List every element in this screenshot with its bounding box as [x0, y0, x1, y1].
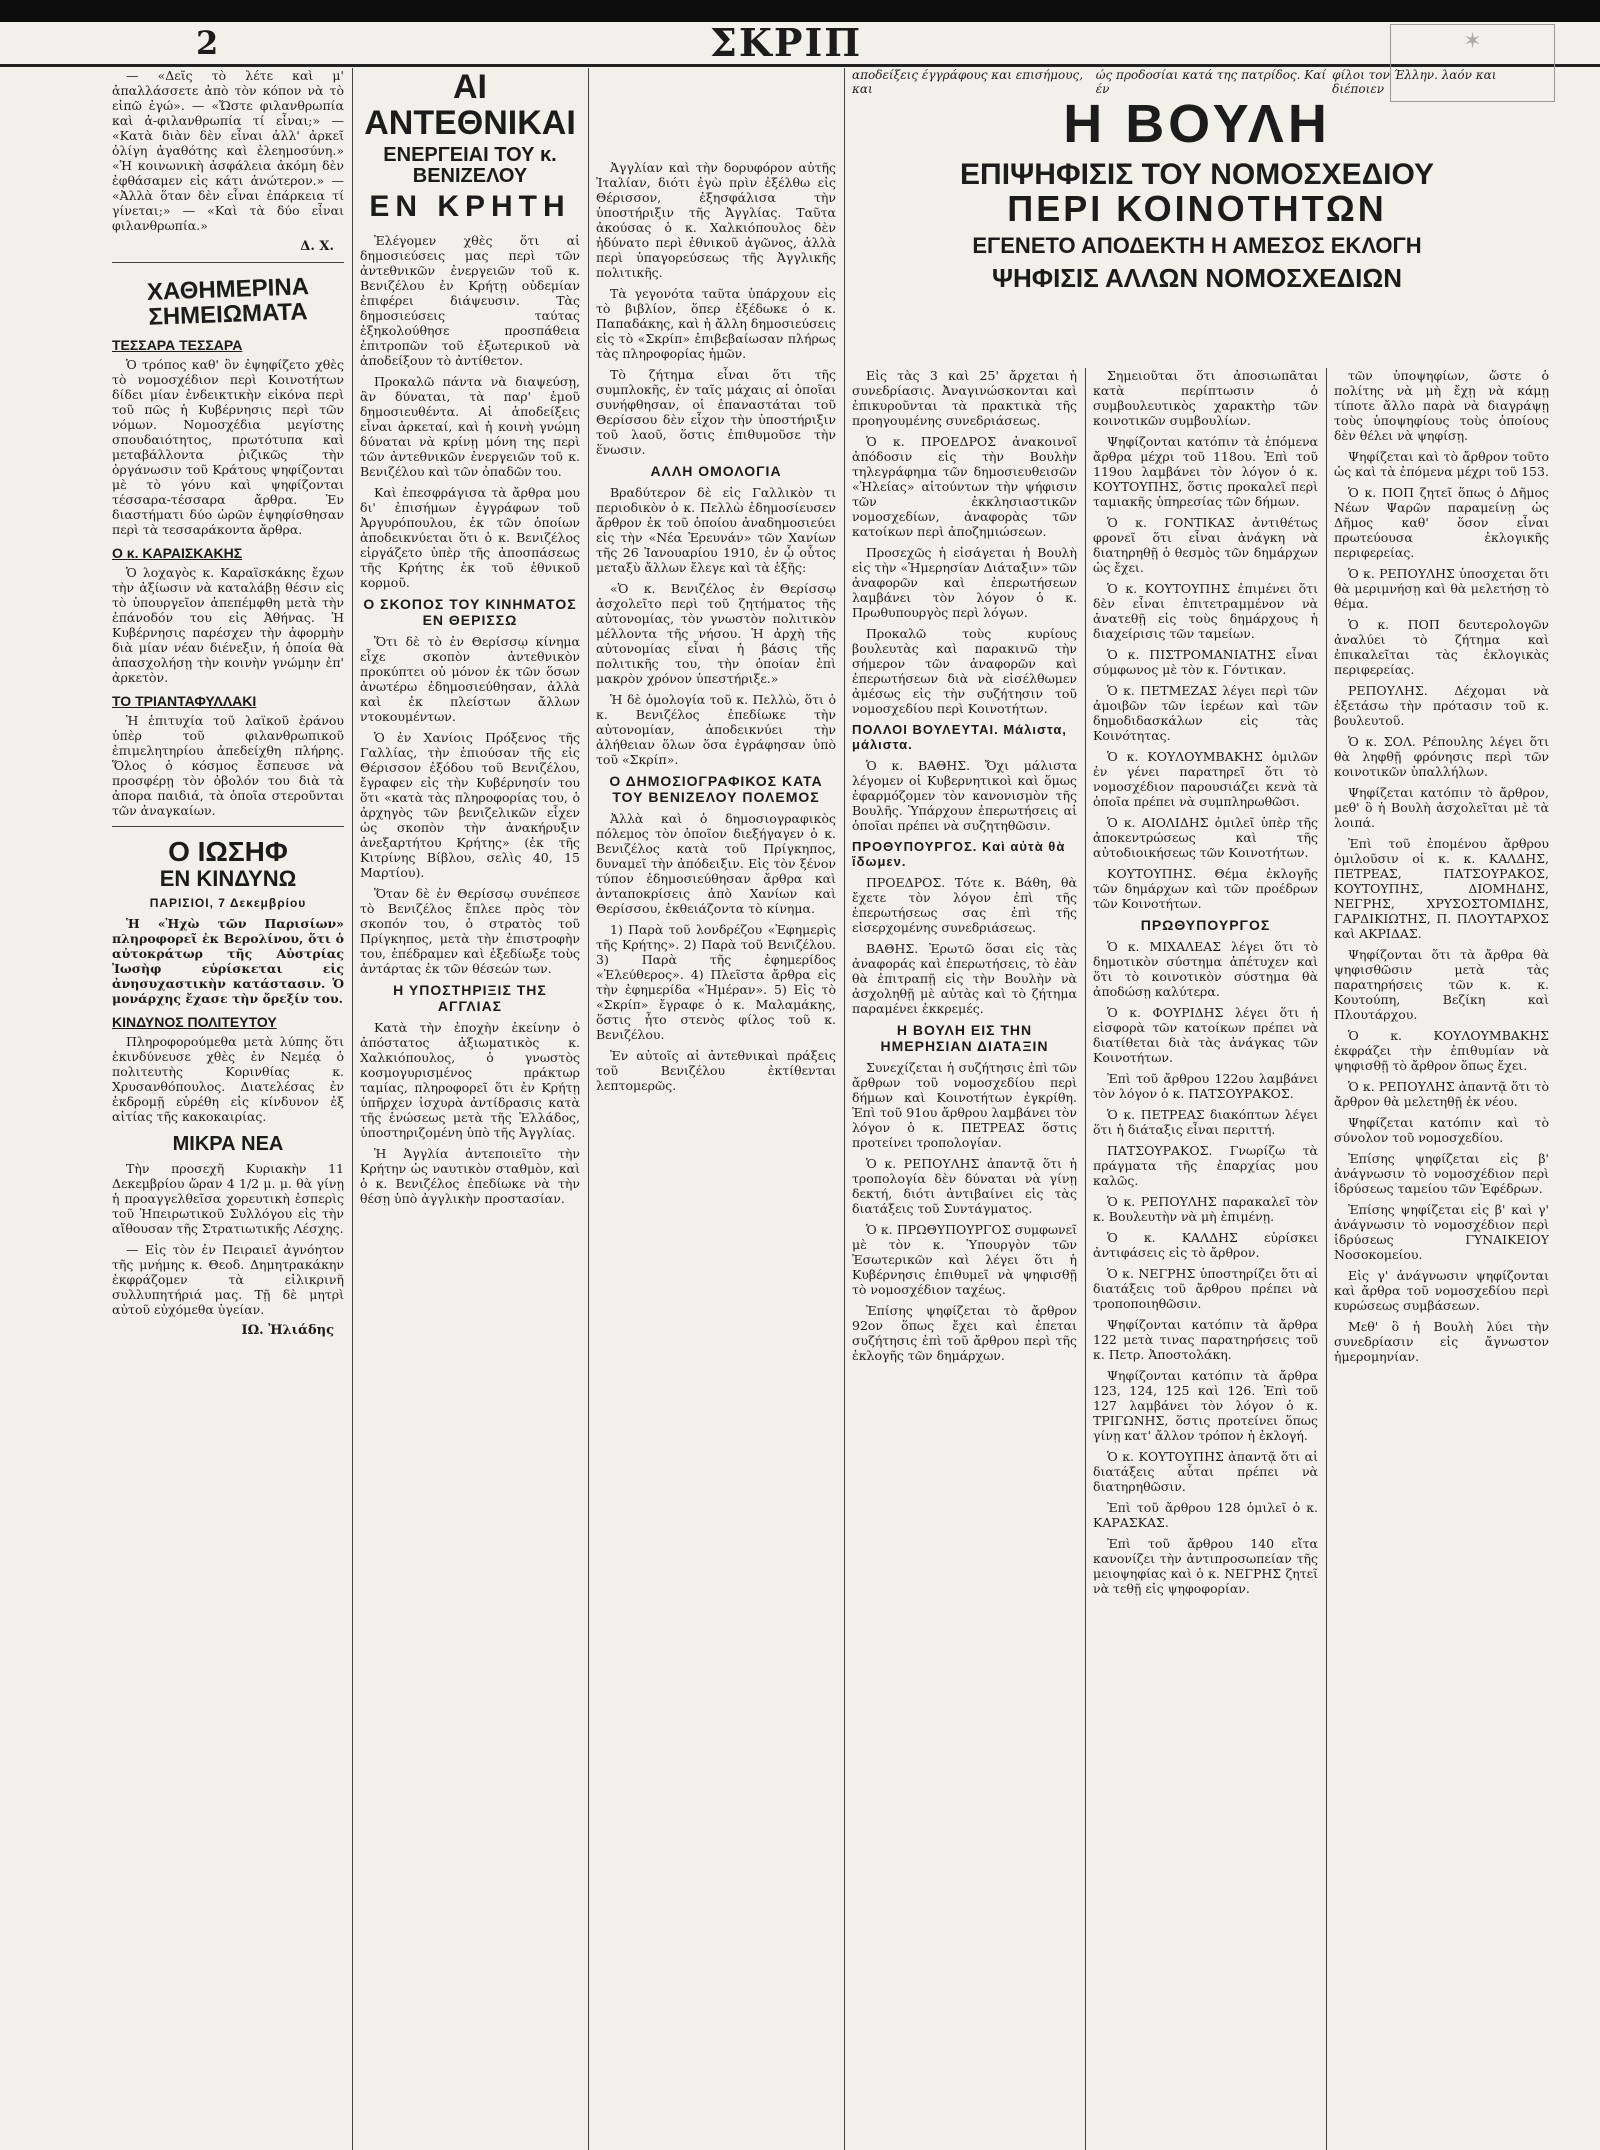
article-paragraph: Ἐπὶ τοῦ ἄρθρου 128 ὁμιλεῖ ὁ κ. ΚΑΡΑΣΚΑΣ.	[1093, 1500, 1318, 1530]
box-text: Ἡ «Ἠχὼ τῶν Παρισίων» πληροφορεῖ ἐκ Βερολίνου, ὅτι ὁ αὐτοκράτωρ τῆς Αὐστρίας Ἰωσὴφ εὑρίσκεται εἰς ἀνησυχαστικὴν κατάστασιν. Ὁ μονάρχης ἔχασε τὴν ὄρεξίν του.	[112, 915, 344, 1006]
subheading: Ο ΔΗΜΟΣΙΟΓΡΑΦΙΚΟΣ ΚΑΤΑ ΤΟΥ ΒΕΝΙΖΕΛΟΥ ΠΟΛΕΜΟΣ	[609, 773, 823, 805]
article-paragraph: Ὁ κ. ΠΟΠ δευτερολογῶν ἀναλύει τὸ ζήτημα καὶ ἐπικαλεῖται τὰς ἐκλογικὰς περιφερείας.	[1334, 617, 1549, 677]
article-paragraph: Ὁ κ. ΠΡΩΘΥΠΟΥΡΓΟΣ συμφωνεῖ μὲ τὸν κ. Ὑπουργὸν τῶν Ἐσωτερικῶν καὶ λέγει ὅτι ἡ Κυβέρνησις ἐπιθυμεῖ νὰ ψηφισθῇ τὸ νομοσχέδιον ταχέως.	[852, 1222, 1077, 1297]
article-paragraph: Ὁ κ. ΠΕΤΡΕΑΣ διακόπτων λέγει ὅτι ἡ διάταξις εἶναι περιττή.	[1093, 1107, 1318, 1137]
column-rule	[1085, 368, 1086, 2150]
article-paragraph: Ὁ κ. ΚΟΥΤΟΥΠΗΣ ἐπιμένει ὅτι δὲν εἶναι ἐπιτετραμμένον νὰ ἀνατεθῇ εἰς τοὺς δημάρχους ἡ διαχείρισις τῶν ταμείων.	[1093, 581, 1318, 641]
article-paragraph: Ὁ κ. ΡΕΠΟΥΛΗΣ ἀπαντᾷ ὅτι ἡ τροπολογία δὲν δύναται νὰ γίνῃ δεκτή, διότι ἀντιβαίνει εἰς τὰς διατάξεις τοῦ Συντάγματος.	[852, 1156, 1077, 1216]
article-paragraph: ΡΕΠΟΥΛΗΣ. Δέχομαι νὰ ἐξετάσω τὴν πρότασιν τοῦ κ. βουλευτοῦ.	[1334, 683, 1549, 728]
box-title-line2: ΕΝ ΚΙΝΔΥΝΩ	[159, 865, 297, 891]
box-dateline: ΠΑΡΙΣΙΟΙ, 7 Δεκεμβρίου	[149, 895, 307, 910]
subsection-text: Τὴν προσεχῆ Κυριακὴν 11 Δεκεμβρίου ὥραν 4 1/2 μ. μ. θὰ γίνῃ ἡ προαγγελθεῖσα χορευτικὴ ἑσπερὶς τοῦ Ἡπειρωτικοῦ Συλλόγου εἰς τὴν αἴθουσαν τῆς Στρατιωτικῆς Λέσχης.	[112, 1160, 344, 1236]
subsection-text: Ὁ τρόπος καθ' ὃν ἐψηφίζετο χθὲς τὸ νομοσχέδιον περὶ Κοινοτήτων δίδει μίαν ἐνδεικτικὴν εἰκόνα περὶ τοῦ πῶς ἡ Κυβέρνησις περὶ τῶν νόμων. Νομοσχέδια μεγίστης σπουδαιότητος, πρωτότυπα καὶ μεταβάλλοντα ῥιζικῶς τὴν ὀργάνωσιν τοῦ Κράτους ψηφίζονται μὲ τὸ γόνυ καὶ ψηφίζονται τέσσαρα-τέσσαρα ἄρθρα. Ἐν διαστήματι δύο ὡρῶν ἐψηφίσθησαν περὶ τὰ τεσσαράκοντα ἄρθρα.	[112, 357, 344, 538]
article-paragraph: ΒΑΘΗΣ. Ἐρωτῶ ὅσαι εἰς τὰς ἀναφοράς καὶ ἐπερωτήσεις, τὸ ἐὰν θὰ ἐπιτραπῇ εἰς τὴν Βουλὴν νὰ ἀσχοληθῇ μὲ αὐτὰς καὶ τὸ ζήτημα παραμένει ἐκκρεμές.	[852, 941, 1077, 1016]
speaker-line: ΠΡΩΘΥΠΟΥΡΓΟΣ	[1140, 917, 1271, 933]
article-paragraph: Ὁ κ. ΡΕΠΟΥΛΗΣ ὑποσχεται ὅτι θὰ μεριμνήσῃ καὶ θὰ μελετήσῃ τὸ θέμα.	[1334, 566, 1549, 611]
article-paragraph: Ὁ κ. ΚΟΥΛΟΥΜΒΑΚΗΣ ἐκφράζει τὴν ἐπιθυμίαν νὰ ψηφισθῇ τὸ ἄρθρον ὅπως ἔχει.	[1334, 1028, 1549, 1073]
article-paragraph: ΠΡΟΕΔΡΟΣ. Τότε κ. Βάθη, θὰ ἔχετε τὸν λόγον ἐπὶ τῆς ἐπερωτήσεως σας ἐπὶ τῆς εἰσερχομένης συνεδριάσεως.	[852, 875, 1077, 935]
article-paragraph: Ψηφίζεται καὶ τὸ ἄρθρον τοῦτο ὡς καὶ τὰ ἐπόμενα μέχρι τοῦ 153.	[1334, 449, 1549, 479]
article-paragraph: Ψηφίζονται κατόπιν τὰ ἄρθρα 123, 124, 125 καὶ 126. Ἐπὶ τοῦ 127 λαμβάνει τὸν λόγον ὁ κ. ΤΡΙΓΩΝΗΣ, ὅστις προτείνει ὅπως γίνῃ κατ' ἄλλον τρόπον ἡ ἐκλογή.	[1093, 1368, 1318, 1443]
top-fragment: αποδείξεις έγγράφους και επισήμους, και	[852, 68, 1084, 96]
headline-sub3: ΕΓΕΝΕΤΟ ΑΠΟΔΕΚΤΗ Η ΑΜΕΣΟΣ ΕΚΛΟΓΗ	[972, 232, 1422, 258]
headline-sub4: ΨΗΦΙΣΙΣ ΑΛΛΩΝ ΝΟΜΟΣΧΕΔΙΩΝ	[991, 263, 1403, 294]
column-1	[112, 68, 344, 2150]
article-paragraph: Ὁ κ. ΚΑΛΔΗΣ εὑρίσκει ἀντιφάσεις εἰς τὸ ἄρθρον.	[1093, 1230, 1318, 1260]
title-spacer	[596, 68, 836, 160]
article-paragraph: Συνεχίζεται ἡ συζήτησις ἐπὶ τῶν ἄρθρων τοῦ νομοσχεδίου περὶ δήμων καὶ Κοινοτήτων ἐγκρίθη. Ἐπὶ τοῦ 91ου ἄρθρου λαμβάνει τὸν λόγον ὁ κ. ΠΕΤΡΕΑΣ ὅστις προτείνει τροπολογίαν.	[852, 1060, 1077, 1150]
article-paragraph: Προκαλῶ πάντα νὰ διαψεύσῃ, ἂν δύναται, τὰ παρ' ἐμοῦ δημοσιευθέντα. Αἱ ἀποδείξεις εἶναι ἀρκεταί, καὶ ἡ κοινὴ γνώμη δύναται νὰ κρίνῃ μόνη της περὶ τῶν ἀντεθνικῶν ἐνεργειῶν τοῦ κ. Βενιζέλου καὶ τῶν ὀπαδῶν του.	[360, 373, 580, 479]
article-paragraph: Ὁ κ. ΜΙΧΑΛΕΑΣ λέγει ὅτι τὸ δημοτικὸν σύστημα ἀπέτυχεν καὶ ὅτι τὸ κοινοτικὸν σύστημα θὰ ἀποδώσῃ καλύτερα.	[1093, 939, 1318, 999]
article-title-line2: ΕΝΕΡΓΕΙΑΙ ΤΟΥ κ. ΒΕΝΙΖΕΛΟΥ	[383, 144, 557, 188]
article-paragraph: Ὁ κ. ΠΟΠ ζητεῖ ὅπως ὁ Δῆμος Νέων Ψαρῶν παραμείνῃ ὡς Δῆμος καθ' ὅσον εἶναι πρωτεύουσα ἐκλογικῆς περιφερείας.	[1334, 485, 1549, 560]
article-title-line3: ΕΝ ΚΡΗΤΗ	[369, 190, 571, 224]
article-paragraph: Ὁ κ. ΒΑΘΗΣ. Ὄχι μάλιστα λέγομεν οἱ Κυβερνητικοὶ καὶ ὅμως ἐφαρμόζομεν τὸν κανονισμὸν τῆς Βουλῆς. Ὑπάρχουν ἐπερωτήσεις αἱ ὁποῖαι πρέπει νὰ συζητηθῶσιν.	[852, 758, 1077, 833]
article-paragraph: Ὁ κ. ΠΙΣΤΡΟΜΑΝΙΑΤΗΣ εἶναι σύμφωνος μὲ τὸν κ. Γόντικαν.	[1093, 647, 1318, 677]
article-paragraph: ΠΑΤΣΟΥΡΑΚΟΣ. Γνωρίζω τὰ πράγματα τῆς ἐπαρχίας μου καλῶς.	[1093, 1143, 1318, 1188]
subsection-title: ΚΙΝΔΥΝΟΣ ΠΟΛΙΤΕΥΤΟΥ	[112, 1013, 277, 1030]
stamp-mark: ✶	[1463, 29, 1482, 54]
subheading: Η ΒΟΥΛΗ ΕΙΣ ΤΗΝ ΗΜΕΡΗΣΙΑΝ ΔΙΑΤΑΞΙΝ	[880, 1022, 1049, 1054]
subsection-title: ΜΙΚΡΑ ΝΕΑ	[172, 1132, 284, 1155]
page-header	[0, 20, 1600, 67]
subheading: Η ΥΠΟΣΤΗΡΙΞΙΣ ΤΗΣ ΑΓΓΛΙΑΣ	[393, 981, 547, 1014]
article-paragraph: Ἐπὶ τοῦ ἐπομένου ἄρθρου ὁμιλοῦσιν οἱ κ. κ. ΚΑΛΔΗΣ, ΠΕΤΡΕΑΣ, ΠΑΤΣΟΥΡΑΚΟΣ, ΚΟΥΤΟΥΠΗΣ, ΔΙΟΜΗΔΗΣ, ΝΕΓΡΗΣ, ΧΡΥΣΟΣΤΟΜΙΔΗΣ, ΓΑΡΔΙΚΙΩΤΗΣ, Π. ΠΛΟΥΤΑΡΧΟΣ καὶ ΑΚΡΙΔΑΣ.	[1334, 836, 1549, 941]
article-paragraph: Ἡ δὲ ὁμολογία τοῦ κ. Πελλὼ, ὅτι ὁ κ. Βενιζέλος ἐπεδίωκε τὴν αὐτονομίαν, ἀποδεικνύει τὴν ἀλήθειαν ὅλων ὅσα ἐγράφησαν ὑπὸ τοῦ «Σκρίπ».	[596, 692, 836, 767]
subsection-text: — Εἰς τὸν ἐν Πειραιεῖ ἀγνόητον τῆς μνήμης κ. Θεοδ. Δημητρακάκην ἐκφράζομεν τὰ εἰλικρινῆ συλλυπητήριά μας. Τῇ δὲ μητρὶ αὐτοῦ εὐχόμεθα ὑγείαν.	[112, 1241, 344, 1317]
article-paragraph: Ἐπίσης ψηφίζεται εἰς β' καὶ γ' ἀνάγνωσιν τὸ νομοσχέδιον περὶ ἱδρύσεως ΓΥΝΑΙΚΕΙΟΥ Νοσοκομείου.	[1334, 1202, 1549, 1262]
article-paragraph: Ὁ κ. ΚΟΥΛΟΥΜΒΑΚΗΣ ὁμιλῶν ἐν γένει παρατηρεῖ ὅτι τὸ νομοσχέδιον παρουσιάζει κενὰ τὰ ὁποῖα πρέπει νὰ συμπληρωθῶσι.	[1093, 749, 1318, 809]
article-paragraph: Βραδύτερον δὲ εἰς Γαλλικὸν τι περιοδικὸν ὁ κ. Πελλὼ ἐδημοσίευσεν ἄρθρον ἐκ τοῦ ὁποίου ἀναδημοσιεύει εἰς τὴν «Νέα Ἑρευνάν» τῶν Χανίων τῆς 26 Ἰανουαρίου 1910, ἐν ᾧ οὗτος μεταξὺ ἄλλων ἔλεγε καὶ τὰ ἑξῆς:	[596, 485, 836, 575]
column-rule	[844, 68, 845, 2150]
section-title-line1: ΧΑΘΗΜΕΡΙΝΑ	[146, 273, 310, 306]
column-6	[1334, 368, 1549, 2150]
article-paragraph: Ὁ κ. ΡΕΠΟΥΛΗΣ ἀπαντᾷ ὅτι τὸ ἄρθρον θὰ μελετηθῇ ἐκ νέου.	[1334, 1079, 1549, 1109]
newspaper-page	[0, 68, 1600, 2150]
article-paragraph: Ἐπίσης ψηφίζεται τὸ ἄρθρον 92ον ὅπως ἔχει καὶ ἐπεται συζήτησις ἐπὶ τοῦ ἄρθρου περὶ τῆς ἐκλογῆς τῶν δημάρχων.	[852, 1303, 1077, 1363]
article-paragraph: Καὶ ἐπεσφράγισα τὰ ἄρθρα μου δι' ἐπισήμων ἐγγράφων τοῦ Ἀργυρόπουλου, ἐκ τῶν ὁποίων ἀποδεικνύεται ὅτι ὁ κ. Βενιζέλος εἰργάζετο ὑπὲρ τῆς ἀποσπάσεως τῆς Κρήτης ἐκ τοῦ ἐθνικοῦ κορμοῦ.	[360, 484, 580, 590]
article-paragraph: Τὸ ζήτημα εἶναι ὅτι τῆς συμπλοκῆς, ἐν ταῖς μάχαις αἱ ὁποῖαι συνήφθησαν, οἱ ἐπαναστάται τοῦ Θερίσσου δὲν εἶχον τὴν ὑποστήριξιν τοῦ λαοῦ, ὅστις ἐπιθυμοῦσε τὴν ἕνωσιν.	[596, 367, 836, 457]
article-paragraph: Ὁ κ. ΦΟΥΡΙΔΗΣ λέγει ὅτι ἡ εἰσφορὰ τῶν κατοίκων πρέπει νὰ διατίθεται διὰ τὰς ἀνάγκας τῶν Κοινοτήτων.	[1093, 1005, 1318, 1065]
article-paragraph: Ψηφίζεται κατόπιν καὶ τὸ σύνολον τοῦ νομοσχεδίου.	[1334, 1115, 1549, 1145]
article-paragraph: Ψηφίζονται ὅτι τὰ ἄρθρα θὰ ψηφισθῶσιν μετὰ τὰς παρατηρήσεις τῶν κ. κ. Κουτούπη, Βεζίκη καὶ Πλουτάρχου.	[1334, 947, 1549, 1022]
article-paragraph: Ὅταν δὲ ἐν Θερίσσῳ συνέπεσε τὸ Βενιζέλος ἔπλεε πρὸς τὸν σκοπόν του, ὁ στρατὸς τοῦ Πρίγκηπος, μετὰ τὴν ἐπιστροφὴν του, ἐπέδραμεν καὶ ἐξεδίωξε τοὺς ἀντάρτας ἐκ τῶν θέσεών των.	[360, 885, 580, 976]
article-paragraph: Ὁ κ. ΠΡΟΕΔΡΟΣ ἀνακοινοῖ ἀπόδοσιν εἰς τὴν Βουλὴν τηλεγράφημα τῶν δημοσιευθεισῶν «Ἠλείας» αἰτούντων τὴν ψήφισιν τῶν ἐκκλησιαστικῶν νομοσχεδίων, ἀναφορὰς τῶν κατοίκων περὶ ἀποζημιώσεων.	[852, 434, 1077, 539]
article-paragraph: Ὁ ἐν Χανίοις Πρόξενος τῆς Γαλλίας, τὴν ἐπιούσαν τῆς εἰς Θέρισσον ἐξόδου τοῦ Βενιζέλου, ἔγραφεν εἰς τὴν Κυβέρνησίν του ὅτι «κατὰ τὰς πληροφορίας του, ὁ ἀρχηγὸς τῶν βενιζελικῶν εἶχεν ὡς σκοπὸν τὴν ἀνακήρυξιν ἀνεξαρτήτου Κρήτης» (ἐκ τῆς Κιτρίνης Βίβλου, σελὶς 40, 15 Μαρτίου).	[360, 729, 580, 880]
top-black-bar	[0, 0, 1600, 22]
subsection-text: Ἡ ἐπιτυχία τοῦ λαϊκοῦ ἐράνου ὑπὲρ τοῦ φιλανθρωπικοῦ ἐπιμελητηρίου ἀπεδείχθη πλήρης. Ὅλος ὁ κόσμος ἔσπευσε νὰ προσφέρῃ τὸν ὀβολόν του διὰ τὰ ἀπορα παιδιά, τὰ ὁποῖα στεροῦνται τῶν ἀναγκαίων.	[112, 713, 344, 819]
article-paragraph: Ἀγγλίαν καὶ τὴν δορυφόρον αὐτῆς Ἰταλίαν, διότι ἐγὼ πρὶν ἐξέλθω εἰς Θέρισσον, ἐξησφάλισα τὴν ὑποστήριξιν τῆς Ἀγγλίας. Ταῦτα ἀκούσας ὁ κ. Χαλκιόπουλος δὲν ἠδύνατο περὶ ἐθνικοῦ ἀγῶνος, ἀλλὰ περὶ ὑπαγορεύσεως τῆς Ἀγγλικῆς πολιτικῆς.	[596, 160, 836, 280]
article-paragraph: Προσεχῶς ἡ εἰσάγεται ἡ Βουλὴ εἰς τὴν «Ἡμερησίαν Διάταξιν» τῶν ἀναφορῶν καὶ ἐπερωτήσεων λαμβάνει τὸν λόγον ὁ κ. Πρωθυπουργὸς περὶ λόγων.	[852, 545, 1077, 620]
intro-signature: Δ. Χ.	[300, 239, 334, 254]
article-paragraph: Μεθ' ὃ ἡ Βουλὴ λύει τὴν συνεδρίασιν εἰς ἄγνωστον ἡμερομηνίαν.	[1334, 1319, 1549, 1364]
article-paragraph: Ἐπὶ τοῦ ἄρθρου 140 εἴτα κανονίζει τὴν ἀντιπροσωπείαν τῆς μειοψηφίας καὶ ὁ κ. ΝΕΓΡΗΣ ζητεῖ νὰ τεθῇ εἰς ψηφοφορίαν.	[1093, 1536, 1318, 1596]
article-paragraph: Ψηφίζονται κατόπιν τὰ ἄρθρα 122 μετὰ τινας παρατηρήσεις τοῦ κ. Πετρ. Ἀποστολάκη.	[1093, 1317, 1318, 1362]
intro-text: — «Δεῖς τὸ λέτε καὶ μ' ἀπαλλάσσετε ἀπὸ τὸν κόπον νὰ τὸ εἰπῶ ἐγώ». — «Ὤστε φιλανθρωπία καὶ ἀ-φιλανθρωπία τί εἶναι;» — «Κατὰ διὰν δὲν εἶναι ἀλλ' ἀρκεῖ ὀλίγη ἀγαθότης καὶ ἐλεημοσύνη.» «Ἡ κοινωνικὴ ἀσφάλεια ἀκόμη δὲν ἐφθάσαμεν εἰς κάτι ἀνώτερον.» — «Ἀλλὰ ὅταν δὲν εἶναι ἐπάρκεια τί γίνεται;» — «Καὶ τὰ δύο εἶναι φιλανθρωπία.»	[112, 68, 344, 233]
article-paragraph: Ὁ κ. ΑΙΟΛΙΔΗΣ ὁμιλεῖ ὑπὲρ τῆς ἀποκεντρώσεως καὶ τῆς αὐτοδιοικήσεως τῶν Κοινοτήτων.	[1093, 815, 1318, 860]
column-2	[360, 68, 580, 2150]
article-paragraph: τῶν ὑποψηφίων, ὥστε ὁ πολίτης νὰ μὴ ἔχῃ νὰ κάμῃ τίποτε ἄλλο παρὰ νὰ διαγράψῃ τοὺς ὑποψηφίους τοὺς ὁποίους δὲν θέλει νὰ ψηφίσῃ.	[1334, 368, 1549, 443]
article-title-line1: ΑΙ ΑΝΤΕΘΝΙΚΑΙ	[364, 68, 576, 142]
page-number: 2	[196, 24, 219, 62]
column-rule	[1326, 368, 1327, 2150]
article-paragraph: ΚΟΥΤΟΥΠΗΣ. Θέμα ἐκλογῆς τῶν δημάρχων καὶ τῶν προέδρων τῶν Κοινοτήτων.	[1093, 866, 1318, 911]
article-paragraph: Ψηφίζονται κατόπιν τὰ ἑπόμενα ἄρθρα μέχρι τοῦ 118ου. Ἐπὶ τοῦ 119ου λαμβάνει τὸν λόγον ὁ κ. ΚΟΥΤΟΥΠΗΣ, ὅστις προκαλεῖ περὶ ταμιακῆς ὑπηρεσίας τῶν δήμων.	[1093, 434, 1318, 509]
divider	[112, 826, 344, 827]
article-paragraph: 1) Παρὰ τοῦ λονδρέζου «Ἐφημερὶς τῆς Κρήτης». 2) Παρὰ τοῦ Βενιζέλου. 3) Παρὰ τῆς ἐφημερίδος «Ἐλεύθερος». 4) Πλεῖστα ἄρθρα εἰς τὴν ἐφημερίδα «Ἡμέραν». 5) Εἰς τὸ «Σκρίπ» ἔγραφε ὁ κ. Μαλαμάκης, ὅστις ἦτο στενὸς φίλος τοῦ κ. Βενιζέλου.	[596, 922, 836, 1042]
article-paragraph: Σημειοῦται ὅτι ἀποσιωπᾶται κατὰ περίπτωσιν ὁ συμβουλευτικὸς χαρακτὴρ τῶν κοινοτικῶν συμβουλίων.	[1093, 368, 1318, 428]
article-paragraph: Ἐπίσης ψηφίζεται εἰς β' ἀνάγνωσιν τὸ νομοσχέδιον περὶ ἱδρύσεως ταμείου τῶν Ἐφέδρων.	[1334, 1151, 1549, 1196]
article-paragraph: Ὅτι δὲ τὸ ἐν Θερίσσῳ κίνημα εἶχε σκοπὸν ἀντεθνικὸν προκύπτει οὐ μόνον ἐκ τῶν ὅσων ἀνωτέρω ἐδημοσιεύθησαν, ἀλλὰ καὶ ἐκ πλείστων ἄλλων ντοκουμέντων.	[360, 633, 580, 724]
article-paragraph: Εἰς τὰς 3 καὶ 25' ἄρχεται ἡ συνεδρίασις. Ἀναγινώσκονται καὶ ἐπικυροῦνται τὰ πρακτικὰ τῆς προηγουμένης συνεδριάσεως.	[852, 368, 1077, 428]
top-fragment: φίλοι τον Έλλην. λαόν και διέποιεν	[1332, 68, 1497, 96]
column-3	[596, 68, 836, 2150]
article-paragraph: Ὁ κ. ΠΕΤΜΕΖΑΣ λέγει περὶ τῶν ἀμοιβῶν τῶν ἱερέων καὶ τῶν δημοδιδασκάλων εἰς τὰς Κοινότητας.	[1093, 683, 1318, 743]
top-fragment: ώς προδοσίαι κατά της πατρίδος. Καί έν	[1095, 68, 1327, 96]
headline-sub2: ΠΕΡΙ ΚΟΙΝΟΤΗΤΩΝ	[1007, 188, 1387, 230]
subsection-title: ΤΕΣΣΑΡΑ ΤΕΣΣΑΡΑ	[112, 337, 243, 354]
divider	[112, 262, 344, 263]
subheading: Ο ΣΚΟΠΟΣ ΤΟΥ ΚΙΝΗΜΑΤΟΣ ΕΝ ΘΕΡΙΣΣΩ	[363, 595, 577, 628]
subsection-text: Ὁ λοχαγὸς κ. Καραϊσκάκης ἔχων τὴν ἀξίωσιν νὰ καταλάβῃ θέσιν εἰς τὸ ὑπουργεῖον ἀπεπέμφθη μετὰ τὴν ἐπάνοδόν του εἰς Ἀθήνας. Ἡ Κυβέρνησις παρέσχεν τὴν ἀφορμὴν διὰ μίαν νέαν διένεξιν, ἡ ὁποία θὰ ἀπασχολήσῃ τὴν κοινὴν γνώμην ἐπ' ἀρκετὸν.	[112, 565, 344, 686]
article-paragraph: Τὰ γεγονότα ταῦτα ὑπάρχουν εἰς τὸ βιβλίον, ὅπερ ἐξέδωκε ὁ κ. Παπαδάκης, καὶ ἡ ἄλλη δημοσιεύσεις εἰς τὸ «Σκρίπ» ἐπιβεβαίωσαν πλήρως τὰς πληροφορίας ἡμῶν.	[596, 286, 836, 361]
article-paragraph: Ὁ κ. ΣΟΛ. Ρέπουλης λέγει ὅτι θὰ ληφθῇ φρόνησις περὶ τῶν κοινοτικῶν ὑπαλλήλων.	[1334, 734, 1549, 779]
column-rule	[588, 68, 589, 2150]
subsection-title: Ο κ. ΚΑΡΑΙΣΚΑΚΗΣ	[112, 545, 243, 562]
subsection-title: ΤΟ ΤΡΙΑΝΤΑΦΥΛΛΑΚΙ	[112, 693, 257, 710]
boule-headline-block	[852, 96, 1542, 292]
box-title-line1: Ο ΙΩΣΗΦ	[168, 836, 288, 868]
article-paragraph: Ἡ Ἀγγλία ἀντεποιεῖτο τὴν Κρήτην ὡς ναυτικὸν σταθμὸν, καὶ ὁ κ. Βενιζέλος ἐπεδίωκε νὰ τὴν θέσῃ ὑπὸ ἀγγλικὴν προστασίαν.	[360, 1145, 580, 1206]
article-paragraph: Κατὰ τὴν ἐποχὴν ἐκείνην ὁ ἀπόστατος ἀξιωματικὸς κ. Χαλκιόπουλος, ὁ γνωστὸς κοσμογυρισμένος πράκτωρ ταμίας, πληροφορεῖ ὅτι ἐν Κρήτῃ ὑπῆρχεν ἰσχυρὰ ἀντίδρασις κατὰ τῆς ἑνώσεως μετὰ τῆς Ἑλλάδος, ὑποστηριζομένη ὑπὸ τῆς Ἀγγλίας.	[360, 1019, 580, 1140]
column-5	[1093, 368, 1318, 2150]
article-paragraph: Ἐν αὐτοῖς αἱ ἀντεθνικαὶ πράξεις τοῦ Βενιζέλου ἐκτίθενται λεπτομερῶς.	[596, 1048, 836, 1093]
article-paragraph: Εἰς γ' ἀνάγνωσιν ψηφίζονται καὶ ἄρθρα τοῦ νομοσχεδίου περὶ κυρώσεως συμβάσεων.	[1334, 1268, 1549, 1313]
masthead: ΣΚΡΙΠ	[710, 20, 863, 65]
section-title-line2: ΣΗΜΕΙΩΜΑΤΑ	[147, 298, 309, 331]
headline-title: Η ΒΟΥΛΗ	[1063, 94, 1331, 154]
speaker-line: ΠΡΟΘΥΠΟΥΡΓΟΣ. Καὶ αὐτὰ θὰ ἴδωμεν.	[852, 839, 1066, 869]
article-paragraph: Ἐπὶ τοῦ ἄρθρου 122ου λαμβάνει τὸν λόγον ὁ κ. ΠΑΤΣΟΥΡΑΚΟΣ.	[1093, 1071, 1318, 1101]
speaker-line: ΠΟΛΛΟΙ ΒΟΥΛΕΥΤΑΙ. Μάλιστα, μάλιστα.	[852, 722, 1067, 752]
signature: ΙΩ. Ἠλιάδης	[241, 1322, 334, 1338]
top-fragments	[852, 68, 1542, 96]
article-paragraph: Ἀλλὰ καὶ ὁ δημοσιογραφικὸς πόλεμος τὸν ὁποῖον διεξήγαγεν ὁ κ. Βενιζέλος κατὰ τοῦ Πρίγκηπος, δυναμεῖ τὴν ἀπόδειξιν. Εἰς τὸν ξένον τύπον ἐδημοσιεύθησαν ἄρθρα καὶ ἀνταποκρίσεις ἀπὸ Χανίων καὶ Θερίσσου, ἐκθειάζοντα τὸ κίνημα.	[596, 811, 836, 916]
headline-sub1: ΕΠΙΨΗΦΙΣΙΣ ΤΟΥ ΝΟΜΟΣΧΕΔΙΟΥ	[960, 157, 1434, 191]
article-paragraph: «Ὁ κ. Βενιζέλος ἐν Θερίσσῳ ἀσχολεῖτο περὶ τοῦ ζητήματος τῆς αὐτονομίας, τὸν γνωστὸν πολιτικὸν μέλλοντα τῆς νήσου. Ἡ ἀρχὴ τῆς αὐτονομίας εἶναι ἡ βάσις τῆς πολιτικῆς του, τὴν ὁποίαν ἐπὶ μακρὸν χρόνον ὑπεστήριξε.»	[596, 581, 836, 686]
column-rule	[352, 68, 353, 2150]
article-paragraph: Ὁ κ. ΚΟΥΤΟΥΠΗΣ ἀπαντᾷ ὅτι αἱ διατάξεις αὗται πρέπει νὰ διατηρηθῶσιν.	[1093, 1449, 1318, 1494]
subheading: ΑΛΛΗ ΟΜΟΛΟΓΙΑ	[650, 463, 782, 479]
article-paragraph: Προκαλῶ τοὺς κυρίους βουλευτὰς καὶ παρακινῶ τὴν σήμερον τῶν ἀναφορῶν καὶ ἐπερωτήσεων διὰ νὰ εἰσέλθωμεν ἀμέσως εἰς τὴν συζήτησιν τοῦ νομοσχεδίου περὶ Κοινοτήτων.	[852, 626, 1077, 716]
column-4	[852, 368, 1077, 2150]
article-paragraph: Ἐλέγομεν χθὲς ὅτι αἱ δημοσιεύσεις μας περὶ τῶν ἀντεθνικῶν ἐνεργειῶν τοῦ κ. Βενιζέλου ἐν Κρήτῃ οὐδεμίαν ἐπιφέρει διάψευσιν. Τὰς δημοσιεύσεις ταύτας ἐξηκολούθησε προσπάθεια ἐπιτροπῶν τοῦ ἐξωτερικοῦ νὰ ἀποδείξουν τὸ ἀντίθετον.	[360, 232, 580, 368]
article-paragraph: Ὁ κ. ΓΟΝΤΙΚΑΣ ἀντιθέτως φρονεῖ ὅτι εἶναι ἀνάγκη νὰ διατηρηθῇ ὁ θεσμὸς τῶν δημάρχων ὡς ἔχει.	[1093, 515, 1318, 575]
article-paragraph: Ὁ κ. ΝΕΓΡΗΣ ὑποστηρίζει ὅτι αἱ διατάξεις τοῦ ἄρθρου πρέπει νὰ τροποποιηθῶσιν.	[1093, 1266, 1318, 1311]
article-paragraph: Ψηφίζεται κατόπιν τὸ ἄρθρον, μεθ' ὃ ἡ Βουλὴ ἀσχολεῖται μὲ τὰ λοιπά.	[1334, 785, 1549, 830]
subsection-text: Πληροφορούμεθα μετὰ λύπης ὅτι ἐκινδύνευσε χθὲς ἐν Νεμέᾳ ὁ πολιτευτὴς Κορινθίας κ. Χρυσανθόπουλος. Διατελέσας ἐν ἐκδρομῇ εὑρέθη εἰς κίνδυνον ἐξ αἰτίας τῆς κακοκαιρίας.	[112, 1033, 344, 1124]
article-paragraph: Ὁ κ. ΡΕΠΟΥΛΗΣ παρακαλεῖ τὸν κ. Βουλευτὴν νὰ μὴ ἐπιμένῃ.	[1093, 1194, 1318, 1224]
